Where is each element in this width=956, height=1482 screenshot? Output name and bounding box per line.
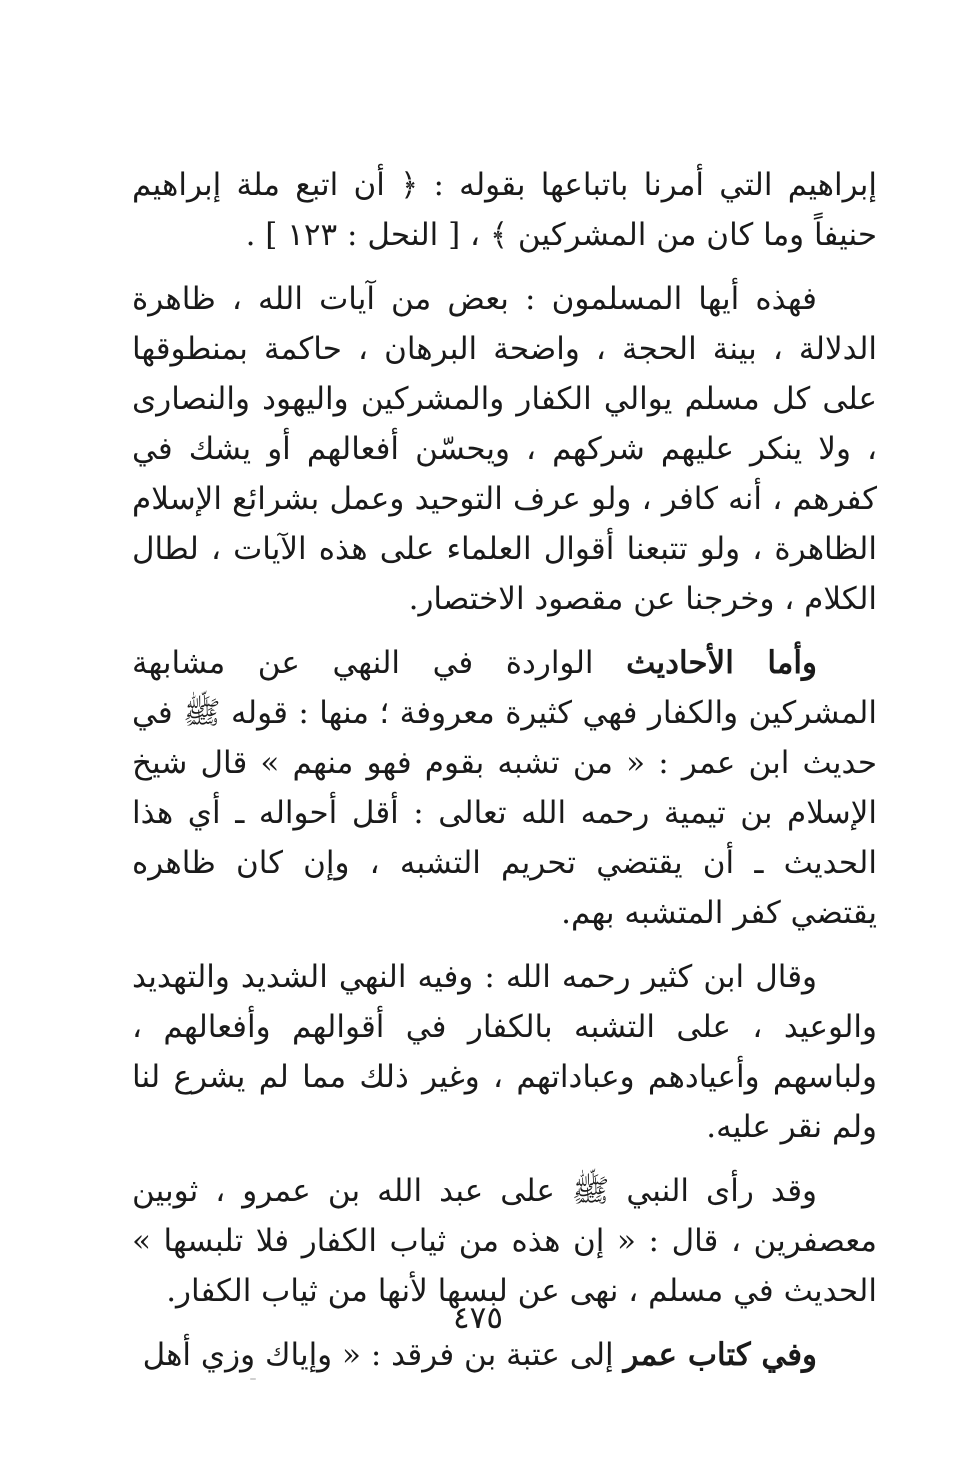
paragraph-4: [132, 952, 877, 1152]
paragraph-5: [132, 1166, 877, 1316]
scan-speck: [250, 1378, 256, 1380]
paragraph-3-lead: وأما الأحاديث: [626, 645, 817, 681]
paragraph-4-text: وقال ابن كثير رحمه الله : وفيه النهي الشديد والتهديد والوعيد ، على التشبه بالكفار في أقوالهم وأفعالهم ، ولباسهم وأعيادهم وعباداتهم ، وغير ذلك مما لم يشرع لنا ولم نقر عليه.: [132, 959, 877, 1145]
paragraph-6-lead: وفي كتاب عمر: [623, 1337, 817, 1373]
paragraph-6-text: إلى عتبة بن فرقد : « وإياك وزي أهل: [142, 1337, 624, 1373]
paragraph-1-text: إبراهيم التي أمرنا باتباعها بقوله : ﴿ أن اتبع ملة إبراهيم حنيفاً وما كان من المشركين ﴾ ، [ النحل : ١٢٣ ] .: [132, 167, 877, 253]
body-text: [132, 160, 877, 1380]
paragraph-3: [132, 638, 877, 938]
paragraph-3-text: الواردة في النهي عن مشابهة المشركين والكفار فهي كثيرة معروفة ؛ منها : قوله ﷺ في حديث ابن عمر : « من تشبه بقوم فهو منهم » قال شيخ الإسلام بن تيمية رحمه الله تعالى : أقل أحواله ـ أي هذا الحديث ـ أن يقتضي تحريم التشبه ، وإن كان ظاهره يقتضي كفر المتشبه بهم.: [132, 645, 877, 931]
paragraph-2-text: فهذه أيها المسلمون : بعض من آيات الله ، ظاهرة الدلالة ، بينة الحجة ، واضحة البرهان ، حاكمة بمنطوقها على كل مسلم يوالي الكفار والمشركين واليهود والنصارى ، ولا ينكر عليهم شركهم ، ويحسّن أفعالهم أو يشك في كفرهم ، أنه كافر ، ولو عرف التوحيد وعمل بشرائع الإسلام الظاهرة ، ولو تتبعنا أقوال العلماء على هذه الآيات ، لطال الكلام ، وخرجنا عن مقصود الاختصار.: [132, 281, 877, 617]
paragraph-5-text: وقد رأى النبي ﷺ على عبد الله بن عمرو ، ثوبين معصفرين ، قال : « إن هذه من ثياب الكفار فلا تلبسها » الحديث في مسلم ، نهى عن لبسها لأنها من ثياب الكفار.: [132, 1173, 877, 1309]
paragraph-1: [132, 160, 877, 260]
paragraph-2: [132, 274, 877, 624]
page-number: ٤٧٥: [453, 1300, 503, 1336]
